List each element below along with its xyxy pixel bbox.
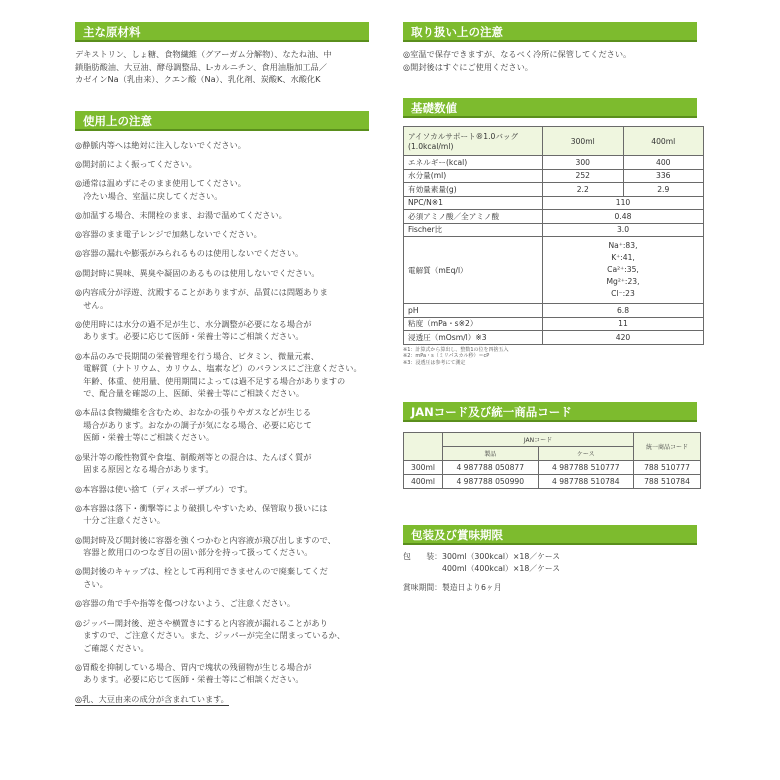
jan-code-header: JANコード [443, 433, 634, 447]
value-300ml: 300 [543, 156, 624, 170]
jan-empty-cell [404, 433, 443, 461]
row-label: 浸透圧（mOsm/l）※3 [404, 331, 543, 345]
row-label: pH [404, 304, 543, 318]
left-column [75, 22, 395, 713]
value-300ml: 2.2 [543, 183, 624, 197]
electrolyte-values [543, 237, 704, 304]
row-label: 水分量(ml) [404, 169, 543, 183]
handling-list [403, 48, 701, 73]
handling-heading: 取り扱い上の注意 [403, 22, 697, 42]
usage-note-line: ◎開封前によく振ってください。 [75, 158, 197, 169]
jan-product-header: 製品 [443, 447, 539, 461]
jan-product-code: 4 987788 050990 [443, 475, 539, 489]
basic-head-label-line: (1.0kcal/ml) [408, 142, 454, 151]
table-row [404, 317, 704, 331]
usage-note-line: ◎胃酸を抑制している場合、胃内で塊状の残留物が生じる場合が [75, 661, 312, 672]
unified-code-header: 統一商品コード [634, 433, 701, 461]
usage-note [75, 228, 385, 241]
jan-table [403, 432, 701, 489]
usage-note-line: ますので、ご注意ください。また、ジッパーが完全に閉まっているか、 [75, 630, 346, 641]
value-400ml: 2.9 [623, 183, 704, 197]
row-value: 110 [543, 196, 704, 210]
row-label: 必須アミノ酸／全アミノ酸 [404, 210, 543, 224]
usage-note-line: ◎本品のみで長期間の栄養管理を行う場合、ビタミン、微量元素、 [75, 350, 319, 361]
handling-item: ◎室温で保存できますが、なるべく冷所に保管してください。 [403, 49, 632, 59]
materials-line: 鎖脂肪酸油、大豆油、酵母調整品、L-カルニチン、食用油脂加工品／ [75, 61, 327, 72]
usage-note [75, 318, 385, 343]
row-label: Fischer比 [404, 223, 543, 237]
table-row [404, 183, 704, 197]
usage-note-line: ◎果汁等の酸性物質や食塩、制酸剤等との混合は、たんぱく質が [75, 451, 312, 462]
packaging-line: 300ml（300kcal）×18／ケース [441, 552, 561, 561]
table-row [404, 304, 704, 318]
packaging-heading: 包装及び賞味期限 [403, 525, 697, 545]
packaging-line: 400ml（400kcal）×18／ケース [441, 564, 561, 573]
table-row [404, 475, 701, 489]
table-row [404, 331, 704, 345]
table-row [404, 156, 704, 170]
usage-note-line: 電解質（ナトリウム、カリウム、塩素など）のバランスにご注意ください。 [75, 363, 362, 374]
materials-line: カゼインNa（乳由来）、クエン酸（Na）、乳化剤、炭酸K、水酸化K [75, 74, 321, 84]
packaging-lines [442, 551, 560, 575]
jan-case-code: 4 987788 510777 [538, 461, 634, 475]
usage-note-line: ◎開封後のキャップは、栓として再利用できませんので廃棄してくだ [75, 566, 328, 577]
usage-note-line: ◎乳、大豆由来の成分が含まれています。 [75, 693, 229, 707]
row-value: 0.48 [543, 210, 704, 224]
jan-product-code: 4 987788 050877 [443, 461, 539, 475]
usage-note-line: ◎開封時に異味、異臭や凝固のあるものは使用しないでください。 [75, 267, 320, 278]
table-row [404, 169, 704, 183]
usage-note [75, 565, 385, 590]
usage-note-line: あります。必要に応じて医師・栄養士等にご相談ください。 [75, 674, 304, 685]
col-400ml: 400ml [623, 127, 704, 156]
usage-note [75, 451, 385, 476]
usage-note-line: 場合があります。おなかの調子が気になる場合、必要に応じて [75, 419, 312, 430]
value-400ml: 336 [623, 169, 704, 183]
usage-note-line: ◎容器の漏れや膨張がみられるものは使用しないでください。 [75, 248, 304, 259]
usage-note [75, 139, 385, 152]
basic-head-label-line: アイソカルサポート®1.0バッグ [408, 132, 519, 141]
usage-note-line: ◎開封時及び開封後に容器を強くつかむと内容液が飛び出しますので、 [75, 534, 336, 545]
usage-note-line: ◎本容器は落下・衝撃等により破損しやすいため、保管取り扱いには [75, 502, 328, 513]
materials-text [75, 48, 380, 86]
usage-note-line: 冷たい場合、室温に戻してください。 [75, 190, 223, 201]
usage-note-line: ◎容器のまま電子レンジで加熱しないでください。 [75, 229, 262, 240]
row-label: 粘度（mPa・s※2） [404, 317, 543, 331]
electrolyte-label: 電解質（mEq/l） [404, 237, 543, 304]
basic-footnotes [403, 347, 701, 367]
usage-note-line: さい。 [75, 578, 108, 589]
row-label: エネルギー(kcal) [404, 156, 543, 170]
usage-note [75, 661, 385, 686]
footnote: ※1：計算式から算出し、整数1の位を四捨五入 [403, 346, 509, 353]
row-value: 6.8 [543, 304, 704, 318]
expiry-text: 賞味期間：製造日より6ヶ月 [403, 583, 502, 592]
electrolyte-value: Ca²⁺:35, [607, 265, 639, 274]
materials-heading: 主な原材料 [75, 22, 369, 42]
usage-note [75, 350, 385, 400]
basic-heading: 基礎数値 [403, 98, 697, 118]
right-column [403, 22, 701, 594]
jan-size: 300ml [404, 461, 443, 475]
usage-note [75, 483, 385, 496]
usage-note-line: ◎加温する場合、未開栓のまま、お湯で温めてください。 [75, 209, 287, 220]
usage-note-line: 医師・栄養士等にご相談ください。 [75, 432, 215, 443]
row-value: 420 [543, 331, 704, 345]
usage-note [75, 158, 385, 171]
col-300ml: 300ml [543, 127, 624, 156]
usage-note [75, 267, 385, 280]
usage-note-line: ◎容器の角で手や指等を傷つけないよう、ご注意ください。 [75, 598, 296, 609]
electrolyte-value: Cl⁻:23 [611, 289, 635, 298]
jan-heading: JANコード及び統一商品コード [403, 402, 697, 422]
basic-head-label [404, 127, 543, 156]
usage-note [75, 617, 385, 655]
usage-list [75, 139, 385, 707]
unified-code: 788 510777 [634, 461, 701, 475]
table-row [404, 210, 704, 224]
row-label: NPC/N※1 [404, 196, 543, 210]
footnote: ※3：浸透圧は参考にて測定 [403, 359, 466, 366]
table-row [404, 223, 704, 237]
usage-note-line: せん。 [75, 299, 109, 310]
usage-note-line: 容器と飲用口のつなぎ目の固い部分を持って扱ってください。 [75, 547, 313, 558]
usage-note-line: ◎本容器は使い捨て（ディスポーザブル）です。 [75, 483, 253, 494]
usage-note [75, 209, 385, 222]
unified-code: 788 510784 [634, 475, 701, 489]
usage-note [75, 286, 385, 311]
usage-note [75, 597, 385, 610]
usage-note-line: ◎静脈内等へは絶対に注入しないでください。 [75, 139, 246, 150]
usage-note-line: あります。必要に応じて医師・栄養士等にご相談ください。 [75, 331, 304, 342]
usage-note-line: ◎通常は温めずにそのまま使用してください。 [75, 178, 246, 189]
jan-case-header: ケース [538, 447, 634, 461]
usage-note [75, 406, 385, 444]
usage-note-line: ご確認ください。 [75, 642, 149, 653]
usage-note [75, 247, 385, 260]
row-value: 3.0 [543, 223, 704, 237]
handling-item: ◎開封後はすぐにご使用ください。 [403, 61, 533, 72]
usage-note-line: ◎ジッパー開封後、逆さや横置きにすると内容液が漏れることがあり [75, 617, 328, 628]
usage-note-line: 固まる原因となる場合があります。 [75, 464, 214, 475]
jan-size: 400ml [404, 475, 443, 489]
packaging-block [403, 551, 701, 575]
usage-note [75, 693, 385, 707]
basic-values-table [403, 126, 704, 345]
value-400ml: 400 [623, 156, 704, 170]
row-value: 11 [543, 317, 704, 331]
usage-note-line: 年齢、体重、使用量、使用期間によっては過不足する場合がありますの [75, 375, 346, 386]
usage-note [75, 502, 385, 527]
table-row [404, 196, 704, 210]
value-300ml: 252 [543, 169, 624, 183]
usage-note-line: ◎使用時には水分の過不足が生じ、水分調整が必要になる場合が [75, 318, 312, 329]
electrolyte-value: Mg²⁺:23, [606, 277, 640, 286]
table-row [404, 461, 701, 475]
usage-note-line: ◎内容成分が浮遊、沈殿することがありますが、品質には問題ありま [75, 287, 328, 298]
usage-note [75, 534, 385, 559]
usage-note-line: で、配合量を確認の上、医師、栄養士等にご相談ください。 [75, 388, 305, 399]
packaging-label: 包 装： [403, 552, 442, 561]
electrolyte-value: Na⁺:83, [608, 241, 638, 250]
jan-case-code: 4 987788 510784 [538, 475, 634, 489]
usage-note-line: 十分ご注意ください。 [75, 515, 166, 526]
usage-note-line: ◎本品は食物繊維を含むため、おなかの張りやガスなどが生じる [75, 407, 312, 418]
usage-note [75, 177, 385, 202]
footnote: ※2：mPa・s（ミリパスカル秒）＝cP [403, 353, 490, 359]
electrolyte-value: K⁺:41, [611, 253, 635, 262]
usage-heading: 使用上の注意 [75, 111, 369, 131]
row-label: 有効量素量(g) [404, 183, 543, 197]
materials-line: デキストリン、しょ糖、食物繊維（グアーガム分解物）、なたね油、中 [75, 49, 332, 59]
